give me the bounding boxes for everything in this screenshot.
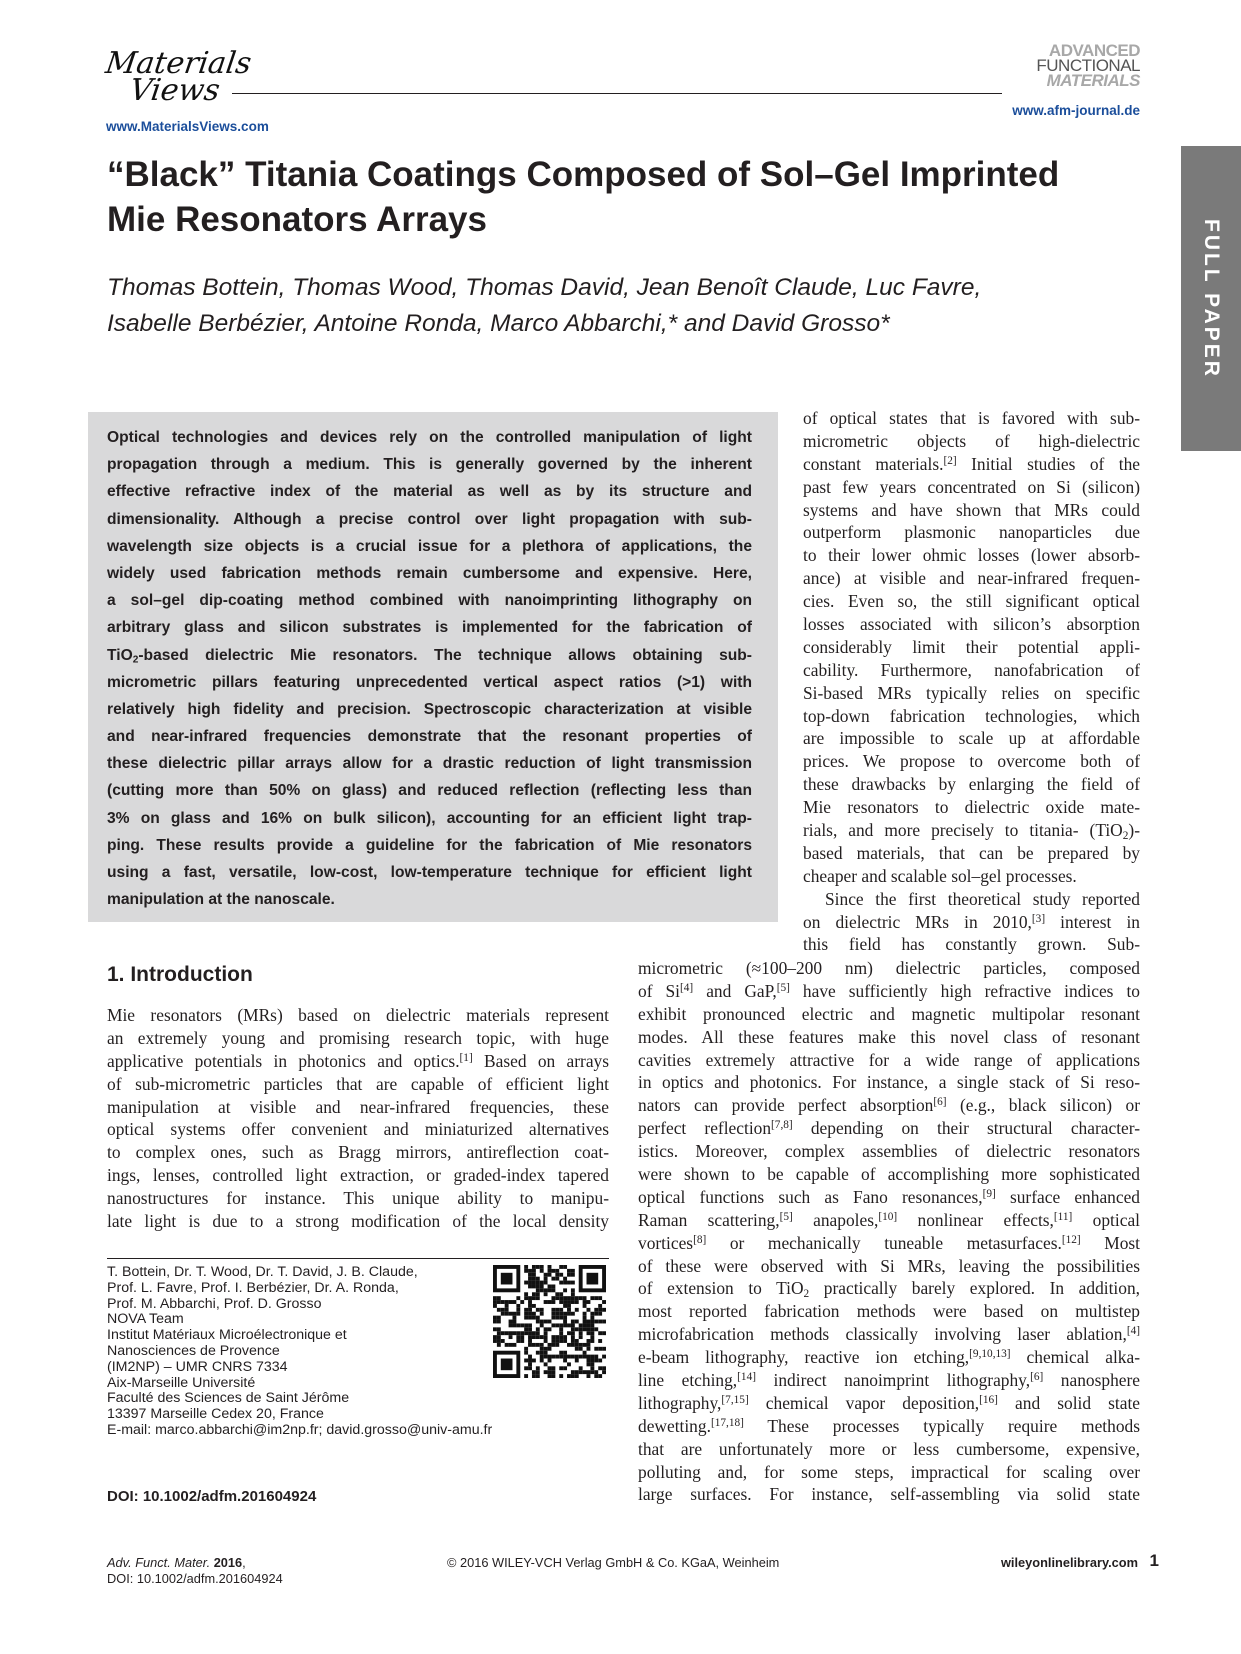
text-line: ping. These results provide a guideline for the fabrication of Mie resonators [107,836,752,854]
author-list [107,270,981,342]
text-line: outperform plasmonic nanoparticles due [803,522,1140,543]
text-line: late light is due to a strong modification of the local density [107,1211,609,1232]
citation-superscript: [11] [1053,1210,1073,1223]
affiliation-line: 13397 Marseille Cedex 20, France [107,1406,324,1423]
text-line: Raman scattering,[5] anapoles,[10] nonlinear effects,[11] optical [638,1209,1140,1230]
author-line: Thomas Bottein, Thomas Wood, Thomas David, Jean Benoît Claude, Luc Favre, [107,274,982,301]
article-doi: DOI: 10.1002/adfm.201604924 [107,1488,317,1505]
text-line: arbitrary glass and silicon substrates is implemented for the fabrication of [107,619,752,637]
text-line: line etching,[14] indirect nanoimprint lithography,[6] nanosphere [638,1370,1140,1391]
author-line: Isabelle Berbézier, Antoine Ronda, Marco Abbarchi,* and David Grosso* [107,310,890,337]
header-rule [232,93,1002,94]
text-line: nanostructures for instance. This unique ability to manipu- [107,1188,609,1209]
text-line: these dielectric pillar arrays allow for a drastic reduction of light transmission [107,755,752,773]
text-line: that are unfortunately more or less cumbersome, expensive, [638,1438,1140,1459]
affiliation-line: Prof. L. Favre, Prof. I. Berbézier, Dr. A. Ronda, [107,1279,399,1296]
text-line: systems and have shown that MRs could [803,499,1140,520]
text-line: ance) at visible and near-infrared frequen- [803,568,1140,589]
subscript: 2 [803,1288,810,1301]
introduction-left-column [107,1004,609,1233]
text-line: these drawbacks by enlarging the field of [803,774,1140,795]
citation-superscript: [6] [1030,1370,1044,1383]
text-line: perfect reflection[7,8] depending on their structural character- [638,1118,1140,1139]
text-line: relatively high fidelity and precision. Spectroscopic characterization at visible [107,700,752,718]
citation-superscript: [3] [1031,912,1046,925]
text-line: using a fast, versatile, low-cost, low-temperature technique for efficient light [107,864,752,881]
citation-superscript: [10] [878,1210,898,1223]
article-title [107,152,1059,242]
citation-superscript: [12] [1061,1233,1081,1246]
journal-logo [1036,43,1140,88]
text-line: nators can provide perfect absorption[6] (e.g., black silicon) or [638,1095,1140,1116]
text-line: to complex ones, such as Bragg mirrors, antireflection coat- [107,1142,609,1163]
journal-logo-line: ADVANCED [1048,41,1140,60]
citation-superscript: [17,18] [710,1416,744,1429]
affiliation-line: E-mail: marco.abbarchi@im2np.fr; david.grosso@univ-amu.fr [107,1421,493,1438]
text-line: micrometric pillars featuring unprecedented vertical aspect ratios (>1) with [107,673,752,691]
text-line: cability. Furthermore, nanofabrication of [803,659,1140,680]
text-line: lithography,[7,15] chemical vapor deposition,[16] and solid state [638,1392,1140,1413]
text-line: microfabrication methods classically involving laser ablation,[4] [638,1324,1140,1345]
text-line: dewetting.[17,18] These processes typically require methods [638,1415,1140,1436]
affiliation-line: Faculté des Sciences de Saint Jérôme [107,1390,350,1407]
section-heading-introduction: 1. Introduction [107,963,253,986]
subscript: 2 [1122,829,1129,842]
footer-doi: DOI: 10.1002/adfm.201604924 [107,1571,283,1586]
text-line: considerably limit their potential appli- [803,636,1140,657]
text-line: polluting and, for some steps, impractical for scaling over [638,1461,1140,1482]
journal-url-link[interactable]: www.afm-journal.de [1012,103,1140,118]
citation-superscript: [14] [737,1370,756,1383]
text-line: manipulation at the nanoscale. [107,891,335,909]
affiliation-line: T. Bottein, Dr. T. Wood, Dr. T. David, J. B. Claude, [107,1264,418,1280]
citation-superscript: [4] [680,981,694,994]
text-line: of optical states that is favored with sub- [803,408,1140,428]
text-line: of Si[4] and GaP,[5] have sufficiently high refractive indices to [638,980,1140,1001]
citation-superscript: [7,8] [771,1119,793,1132]
text-line: Since the first theoretical study reported [825,888,1140,909]
text-line: a sol–gel dip-coating method combined with nanoimprinting lithography on [107,592,752,610]
text-line: TiO$_2$-based dielectric Mie resonators. The technique allows obtaining sub- [107,646,752,666]
text-line: cies. Even so, the still significant optical [803,591,1140,612]
logo-text-line: Views [127,73,223,108]
affiliation-line: Prof. M. Abbarchi, Prof. D. Grosso [107,1295,322,1312]
citation-superscript: [4] [1126,1325,1140,1338]
citation-superscript: [7,15] [721,1393,749,1406]
text-line: constant materials.[2] Initial studies of the [803,453,1140,474]
text-line: are impossible to scale up at affordable [803,728,1140,749]
text-line: of extension to TiO$_2$ practically barely explored. In addition, [638,1278,1140,1301]
text-line: widely used fabrication methods remain cumbersome and expensive. Here, [107,564,752,582]
text-line: Mie resonators to dielectric oxide mate- [803,797,1140,818]
text-line: an extremely young and promising research topic, with huge [107,1027,609,1048]
text-line: cavities extremely attractive for a wide range of applications [638,1049,1140,1070]
text-line: top-down fabrication technologies, which [803,705,1140,726]
journal-logo-line: MATERIALS [1046,71,1140,90]
text-line: on dielectric MRs in 2010,[3] interest in [803,911,1140,932]
text-line: exhibit pronounced electric and magnetic multipolar resonant [638,1003,1140,1024]
text-line: modes. All these features make this novel class of resonant [638,1026,1140,1047]
citation-superscript: [5] [779,1210,793,1223]
section-tab-label: FULL PAPER [1200,218,1223,379]
text-line: Mie resonators (MRs) based on dielectric materials represent [107,1005,609,1025]
text-line: based materials, that can be prepared by [803,842,1140,863]
text-line: micrometric (≈100–200 nm) dielectric particles, composed [638,958,1140,978]
right-column-top [803,407,1140,956]
text-line: of these were observed with Si MRs, leaving the possibilities [638,1255,1140,1276]
text-line: 3% on glass and 16% on bulk silicon), accounting for an efficient light trap- [107,809,752,827]
text-line: (cutting more than 50% on glass) and reduced reflection (reflecting less than [107,782,752,800]
text-line: manipulation at visible and near-infrared frequencies, these [107,1096,609,1117]
text-line: optical systems offer convenient and miniaturized alternatives [107,1119,609,1140]
affiliation-line: (IM2NP) – UMR CNRS 7334 [107,1358,288,1375]
right-column-bottom [638,957,1140,1506]
affiliation-line: NOVA Team [107,1311,184,1328]
qr-code[interactable] [493,1265,606,1378]
text-line: rials, and more precisely to titania- (TiO$_2$)- [803,820,1140,842]
footer-site-link[interactable]: wileyonlinelibrary.com [1000,1555,1138,1570]
text-line: in optics and photonics. For instance, a single stack of Si reso- [638,1072,1140,1093]
title-line: “Black” Titania Coatings Composed of Sol–Gel Imprinted [107,155,1060,194]
page-number: 1 [1149,1551,1159,1570]
text-line: micrometric objects of high-dielectric [803,430,1140,451]
affiliation-line: Aix-Marseille Université [107,1374,256,1391]
citation-superscript: [6] [933,1096,947,1109]
text-line: Si-based MRs typically relies on specific [803,682,1140,703]
subscript: 2 [132,654,139,666]
text-line: prices. We propose to overcome both of [803,751,1140,772]
text-line: ings, lenses, controlled light extraction, or graded-index tapered [107,1165,609,1186]
materials-views-logo [100,46,254,108]
footer-copyright: © 2016 WILEY-VCH Verlag GmbH & Co. KGaA, Weinheim [447,1555,780,1570]
publisher-url-link[interactable]: www.MaterialsViews.com [106,119,269,134]
text-line: istics. Moreover, complex assemblies of dielectric resonators [638,1141,1140,1162]
text-line: optical functions such as Fano resonances,[9] surface enhanced [638,1186,1140,1207]
text-line: propagation through a medium. This is generally governed by the inherent [107,456,752,474]
text-line: cheaper and scalable sol–gel processes. [803,865,1077,886]
text-line: were shown to be capable of accomplishing more sophisticated [638,1164,1140,1185]
text-line: this field has constantly grown. Sub- [803,934,1140,955]
text-line: and near-infrared frequencies demonstrate that the resonant properties of [107,728,752,746]
section-tab [1181,146,1241,451]
text-line: effective refractive index of the material as well as by its structure and [107,483,752,501]
abstract-text [107,424,752,913]
affiliation-line: Nanosciences de Provence [107,1342,280,1359]
text-line: e-beam lithography, reactive ion etching,[9,10,13] chemical alka- [638,1347,1140,1368]
text-line: to their lower ohmic losses (lower absorb- [803,545,1140,566]
title-line: Mie Resonators Arrays [107,200,487,239]
text-line: of sub-micrometric particles that are capable of efficient light [107,1073,609,1094]
text-line: most reported fabrication methods were based on multistep [638,1301,1140,1322]
citation-superscript: [9] [982,1187,996,1200]
author-affiliation [107,1265,492,1439]
text-line: losses associated with silicon’s absorption [803,614,1140,635]
citation-superscript: [1] [459,1051,473,1064]
footer-citation: Adv. Funct. Mater. 2016, DOI: 10.1002/adfm.201604924 [107,1555,283,1586]
citation-superscript: [5] [776,981,790,994]
text-line: large surfaces. For instance, self-assembling via solid state [638,1484,1140,1505]
text-line: dimensionality. Although a precise control over light propagation with sub- [107,510,752,528]
text-line: past few years concentrated on Si (silicon) [803,476,1140,497]
citation-superscript: [8] [693,1233,707,1246]
footnote-rule [107,1258,609,1259]
citation-superscript: [9,10,13] [969,1347,1011,1360]
footer-year: 2016 [213,1555,243,1570]
text-line: wavelength size objects is a crucial issue for a plethora of applications, the [107,537,752,555]
text-line: Optical technologies and devices rely on the controlled manipulation of light [107,429,752,446]
footer-journal: Adv. Funct. Mater. [107,1555,211,1570]
text-line: vortices[8] or mechanically tuneable metasurfaces.[12] Most [638,1232,1140,1253]
affiliation-line: Institut Matériaux Microélectronique et [107,1327,347,1344]
logo-text-line: Materials [103,46,254,81]
text-line: applicative potentials in photonics and optics.[1] Based on arrays [107,1050,609,1071]
citation-superscript: [2] [943,454,957,467]
citation-superscript: [16] [979,1393,998,1406]
journal-logo-line: FUNCTIONAL [1036,56,1140,75]
